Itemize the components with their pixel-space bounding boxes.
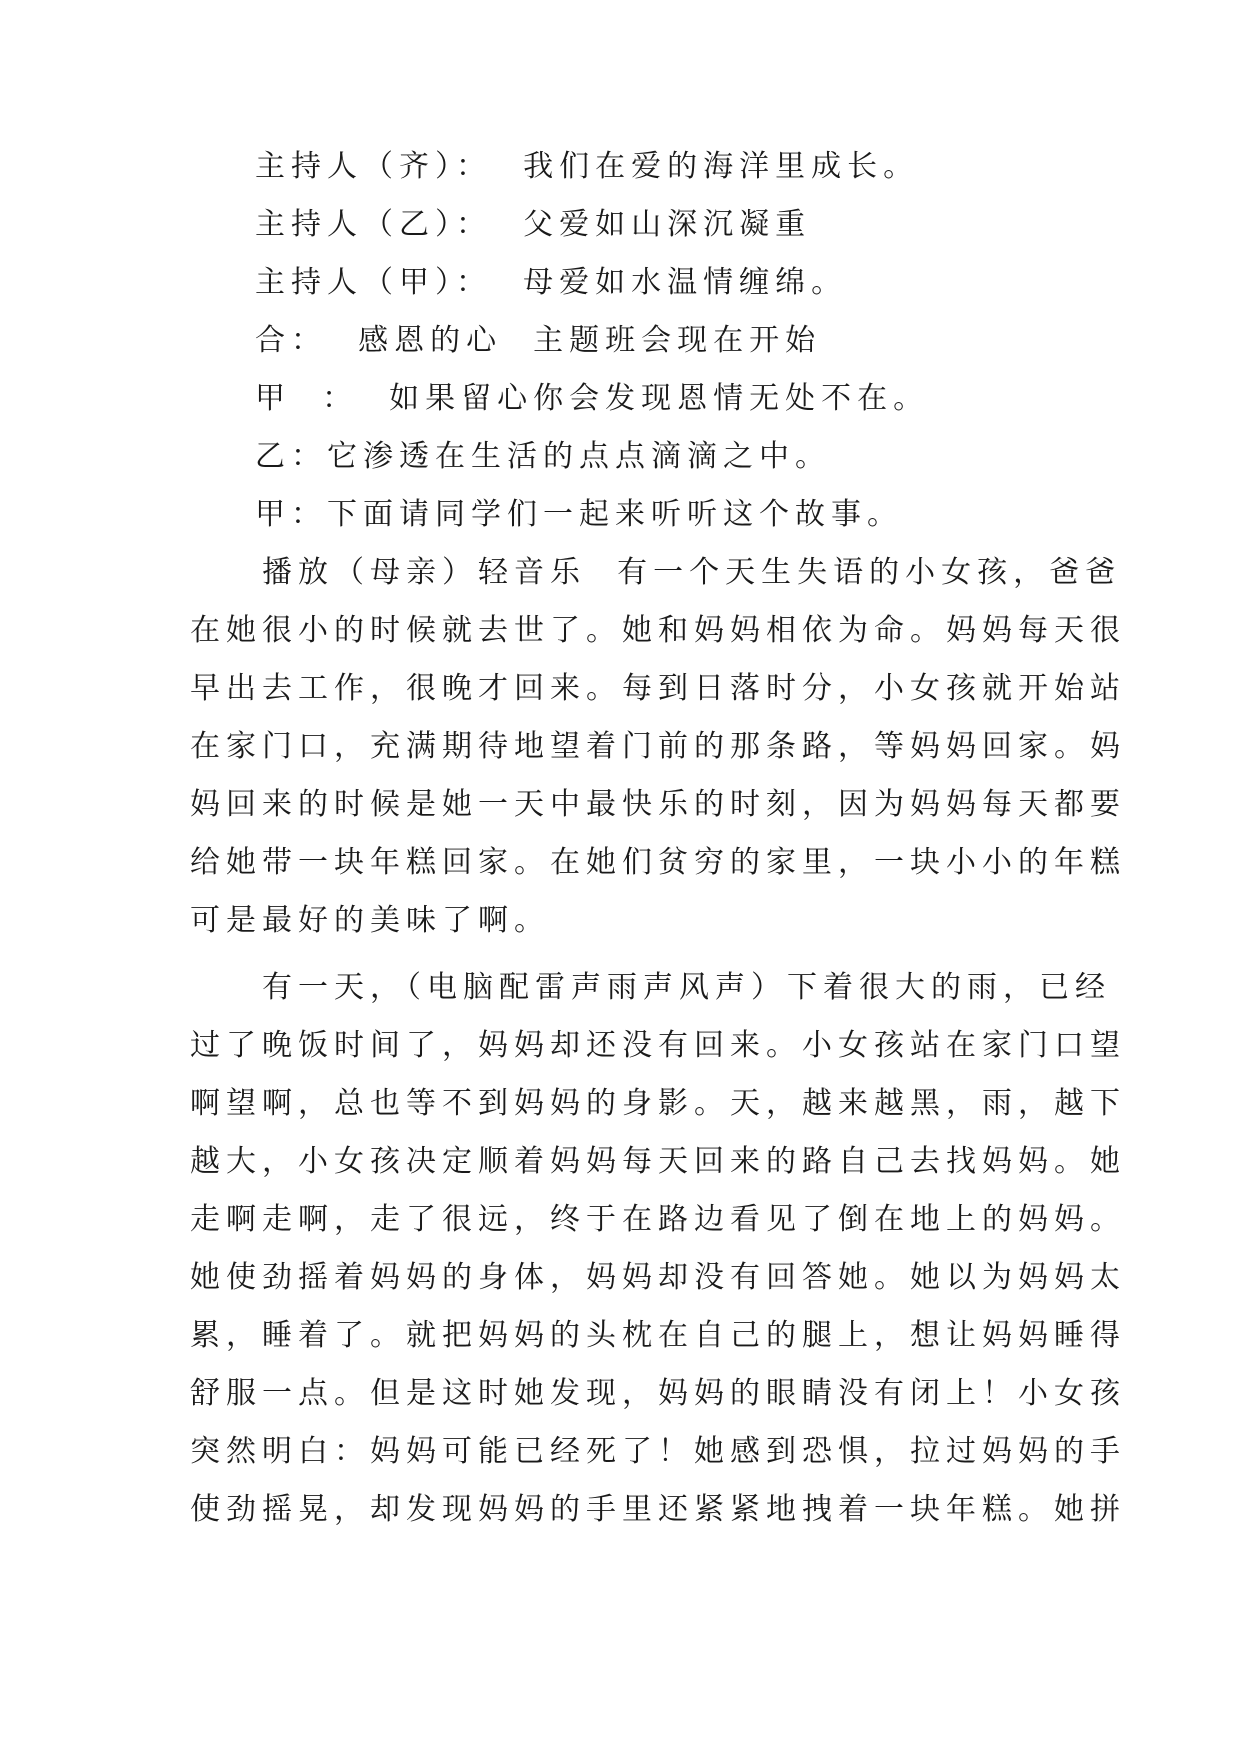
dialogue-line: 甲：下面请同学们一起来听听这个故事。 xyxy=(255,497,903,532)
dialogue-line: 主持人（乙）： 父爱如山深沉凝重 xyxy=(255,207,812,242)
paragraph-line: 累，睡着了。就把妈妈的头枕在自己的腿上，想让妈妈睡得 xyxy=(190,1318,1126,1353)
paragraph-line: 突然明白：妈妈可能已经死了！她感到恐惧，拉过妈妈的手 xyxy=(190,1434,1126,1469)
paragraph-line: 她使劲摇着妈妈的身体，妈妈却没有回答她。她以为妈妈太 xyxy=(190,1260,1126,1295)
dialogue-line: 合： 感恩的心 主题班会现在开始 xyxy=(255,323,822,358)
paragraph-line: 妈回来的时候是她一天中最快乐的时刻，因为妈妈每天都要 xyxy=(190,787,1126,822)
paragraph-line: 走啊走啊，走了很远，终于在路边看见了倒在地上的妈妈。 xyxy=(190,1202,1126,1237)
paragraph-line: 在家门口，充满期待地望着门前的那条路，等妈妈回家。妈 xyxy=(190,729,1126,764)
dialogue-line: 主持人（甲）： 母爱如水温情缠绵。 xyxy=(255,265,848,300)
paragraph-line: 越大，小女孩决定顺着妈妈每天回来的路自己去找妈妈。她 xyxy=(190,1144,1126,1179)
paragraph-line: 播放（母亲）轻音乐 有一个天生失语的小女孩，爸爸 xyxy=(190,555,1122,590)
paragraph-line: 舒服一点。但是这时她发现，妈妈的眼睛没有闭上！小女孩 xyxy=(190,1376,1126,1411)
dialogue-line: 甲 ： 如果留心你会发现恩情无处不在。 xyxy=(255,381,930,416)
paragraph-line: 啊望啊，总也等不到妈妈的身影。天，越来越黑，雨，越下 xyxy=(190,1086,1126,1121)
paragraph-line: 在她很小的时候就去世了。她和妈妈相依为命。妈妈每天很 xyxy=(190,613,1126,648)
paragraph-line: 给她带一块年糕回家。在她们贫穷的家里，一块小小的年糕 xyxy=(190,845,1126,880)
paragraph-line: 早出去工作，很晚才回来。每到日落时分，小女孩就开始站 xyxy=(190,671,1126,706)
dialogue-line: 主持人（齐）： 我们在爱的海洋里成长。 xyxy=(255,149,920,184)
paragraph-line: 过了晚饭时间了，妈妈却还没有回来。小女孩站在家门口望 xyxy=(190,1028,1126,1063)
dialogue-line: 乙：它渗透在生活的点点滴滴之中。 xyxy=(255,439,831,474)
paragraph-line: 使劲摇晃，却发现妈妈的手里还紧紧地拽着一块年糕。她拼 xyxy=(190,1492,1126,1527)
paragraph-line: 有一天，（电脑配雷声雨声风声）下着很大的雨，已经 xyxy=(190,970,1111,1005)
paragraph-line: 可是最好的美味了啊。 xyxy=(190,903,550,938)
